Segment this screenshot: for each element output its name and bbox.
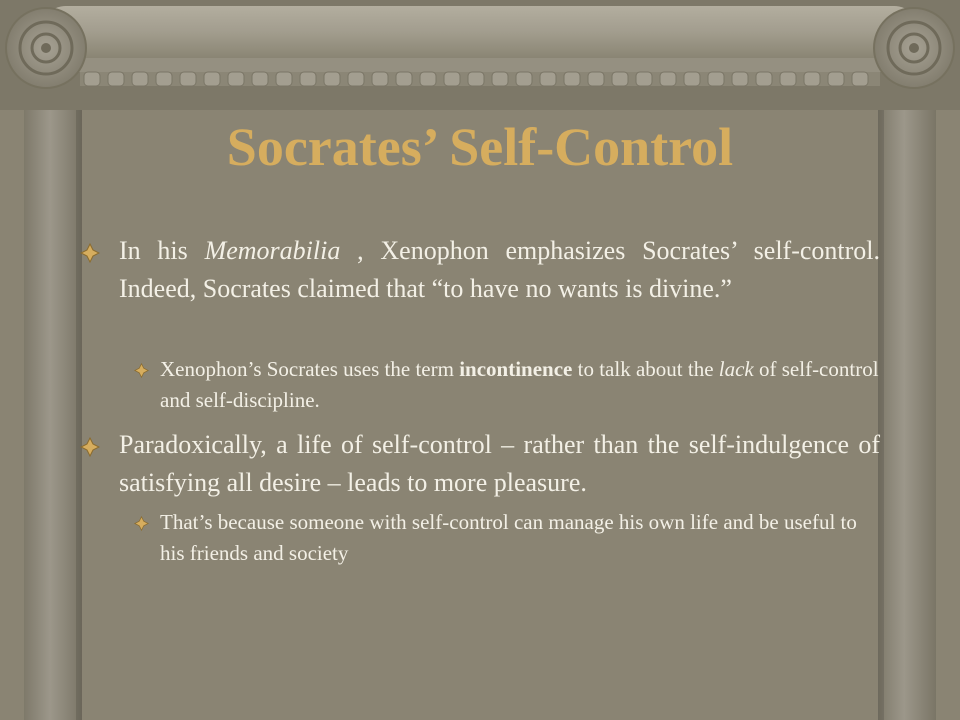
- column-capital-decoration: [0, 0, 960, 110]
- left-column-decoration: [24, 80, 82, 720]
- bullet-paradox-self-control: [80, 426, 880, 502]
- slide-title: Socrates’ Self-Control: [226, 117, 734, 177]
- sub-bullet-incontinence: [134, 354, 880, 416]
- diamond-bullet-icon: [80, 243, 100, 263]
- diamond-sub-bullet-icon: [134, 516, 149, 531]
- sub-bullet-manage-life: [134, 507, 880, 569]
- diamond-bullet-icon: [80, 437, 100, 457]
- right-column-decoration: [878, 80, 936, 720]
- sub-bullet-text: Xenophon’s Socrates uses the term incontinence to talk about the lack of self-control and self-discipline.: [160, 357, 879, 412]
- diamond-sub-bullet-icon: [134, 363, 149, 378]
- sub-bullet-text: That’s because someone with self-control can manage his own life and be useful to his friends and society: [160, 510, 857, 565]
- bullet-text: In his Memorabilia , Xenophon emphasizes Socrates’ self-control. Indeed, Socrates claimed that “to have no wants is divine.”: [119, 236, 881, 303]
- bullet-xenophon-self-control: [80, 232, 880, 308]
- bullet-text: Paradoxically, a life of self-control – rather than the self-indulgence of satisfying all desire – leads to more pleasure.: [119, 430, 880, 497]
